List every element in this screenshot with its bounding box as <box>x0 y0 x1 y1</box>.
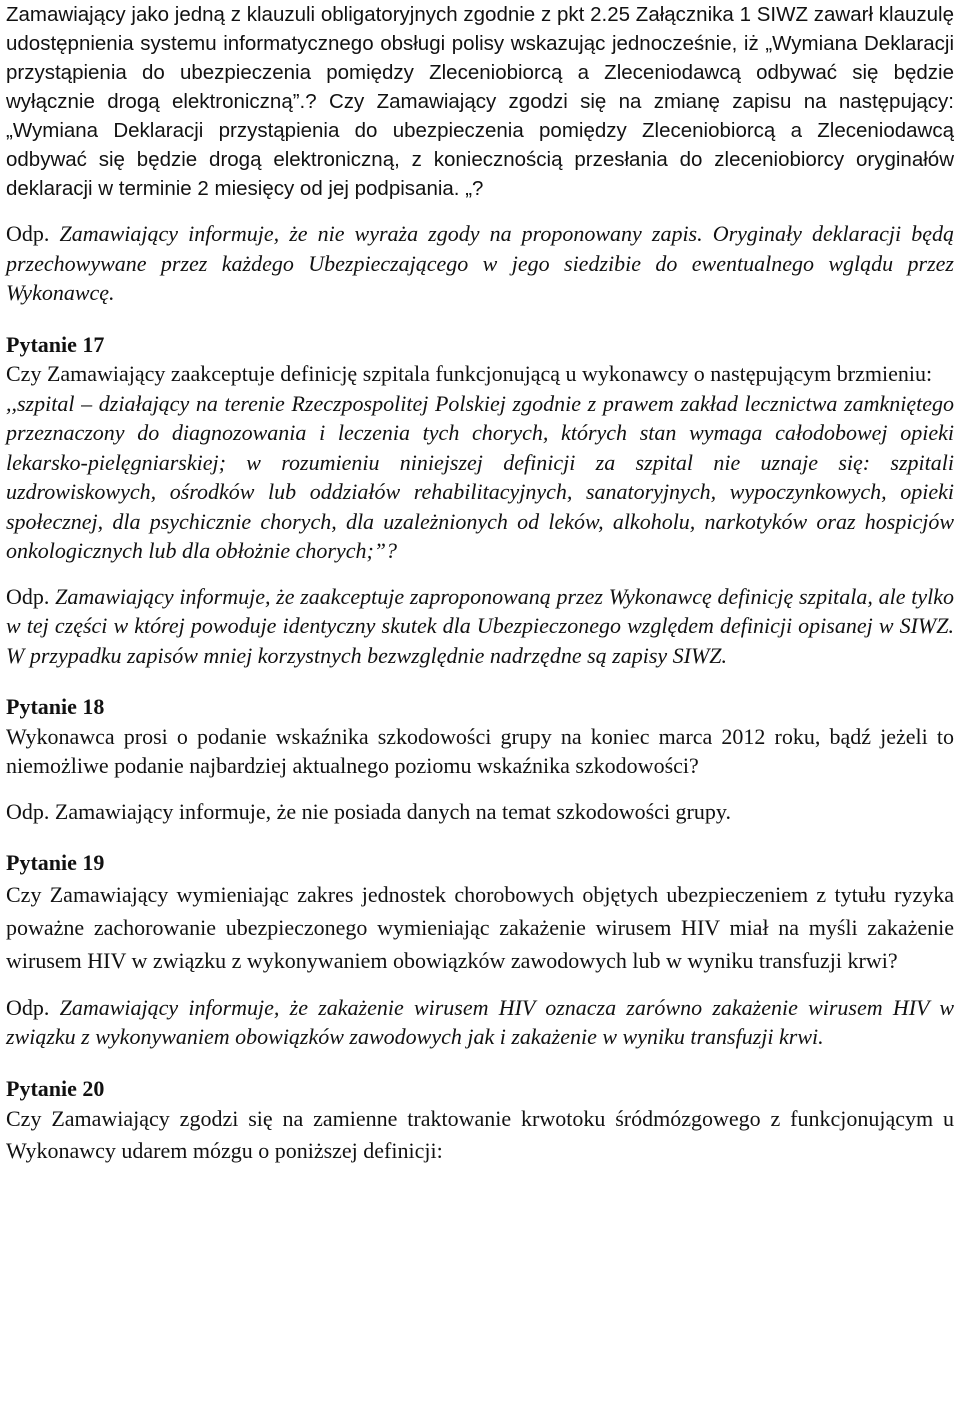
question-17-lead: Czy Zamawiający zaakceptuje definicję szpitala funkcjonującą u wykonawcy o następującym brzmieniu: <box>6 361 933 386</box>
answer-label: Odp. <box>6 221 50 246</box>
question-18-answer: Odp. Zamawiający informuje, że nie posiada danych na temat szkodowości grupy. <box>6 798 731 824</box>
question-19-heading: Pytanie 19 <box>6 850 105 875</box>
intro-question-text: Zamawiający jako jedną z klauzuli obligatoryjnych zgodnie z pkt 2.25 Załącznika 1 SIWZ zawarł klauzulę udostępnienia systemu informatycznego obsługi polisy wskazując jednocześnie, iż „Wymiana Deklaracji przystąpienia do ubezpieczenia pomiędzy Zleceniobiorcą a Zleceniodawcą odbywać się będzie wyłącznie drogą elektroniczną”.? Czy Zamawiający zgodzi się na zmianę zapisu na następujący: „Wymiana Deklaracji przystąpienia do ubezpieczenia pomiędzy Zleceniobiorcą a Zleceniodawcą odbywać się będzie drogą elektroniczną, z koniecznością przesłania do zleceniobiorcy oryginałów deklaracji w terminie 2 miesięcy od jej podpisania. „? <box>6 3 954 200</box>
intro-answer <box>6 219 954 308</box>
question-19-answer <box>6 993 954 1052</box>
question-19-text: Czy Zamawiający wymieniając zakres jednostek chorobowych objętych ubezpieczeniem z tytułu ryzyka poważne zachorowanie ubezpieczonego wymieniając zakażenie wirusem HIV miał na myśli zakażenie wirusem HIV w związku z wykonywaniem obowiązków zawodowych lub w wyniku transfuzji krwi? <box>6 881 954 973</box>
answer-text: Zamawiający informuje, że zaakceptuje zaproponowaną przez Wykonawcę definicję szpitala, ale tylko w tej części w której powoduje identyczny skutek dla Ubezpieczonego względem definicji opisanej w SIWZ. W przypadku zapisów mniej korzystnych bezwzględnie nadrzędne są zapisy SIWZ. <box>6 583 954 668</box>
answer-label: Odp. <box>6 994 50 1020</box>
answer-label: Odp. <box>6 583 50 609</box>
question-20-text: Czy Zamawiający zgodzi się na zamienne traktowanie krwotoku śródmózgowego z funkcjonującym u Wykonawcy udarem mózgu o poniższej definicji: <box>6 1106 954 1163</box>
answer-text: Zamawiający informuje, że nie wyraża zgody na proponowany zapis. Oryginały deklaracji będą przechowywane przez każdego Ubezpieczającego w jego siedzibie do ewentualnego wglądu przez Wykonawcę. <box>6 221 954 305</box>
answer-text: Zamawiający informuje, że zakażenie wirusem HIV oznacza zarówno zakażenie wirusem HIV w związku z wykonywaniem obowiązków zawodowych jak i zakażenie w wyniku transfuzji krwi. <box>6 994 954 1049</box>
question-17-quote: ,,szpital – działający na terenie Rzeczpospolitej Polskiej zgodnie z prawem zakład lecznictwa zamkniętego przeznaczony do diagnozowania i leczenia tych chorych, których stan wymaga całodobowej opieki lekarsko-pielęgniarskiej; w rozumieniu niniejszej definicji za szpital nie uznaje się: szpitali uzdrowiskowych, ośrodków lub oddziałów rehabilitacyjnych, sanatoryjnych, wypoczynkowych, opieki społecznej, dla psychicznie chorych, dla uzależnionych od leków, alkoholu, narkotyków oraz hospicjów onkologicznych lub dla obłożnie chorych;”? <box>6 390 954 563</box>
question-17-heading: Pytanie 17 <box>6 331 105 357</box>
question-17-answer <box>6 582 954 671</box>
question-18-text: Wykonawca prosi o podanie wskaźnika szkodowości grupy na koniec marca 2012 roku, bądź jeżeli to niemożliwe podanie najbardziej aktualnego poziomu wskaźnika szkodowości? <box>6 723 954 778</box>
question-18-heading: Pytanie 18 <box>6 694 105 719</box>
question-20-heading: Pytanie 20 <box>6 1075 105 1101</box>
